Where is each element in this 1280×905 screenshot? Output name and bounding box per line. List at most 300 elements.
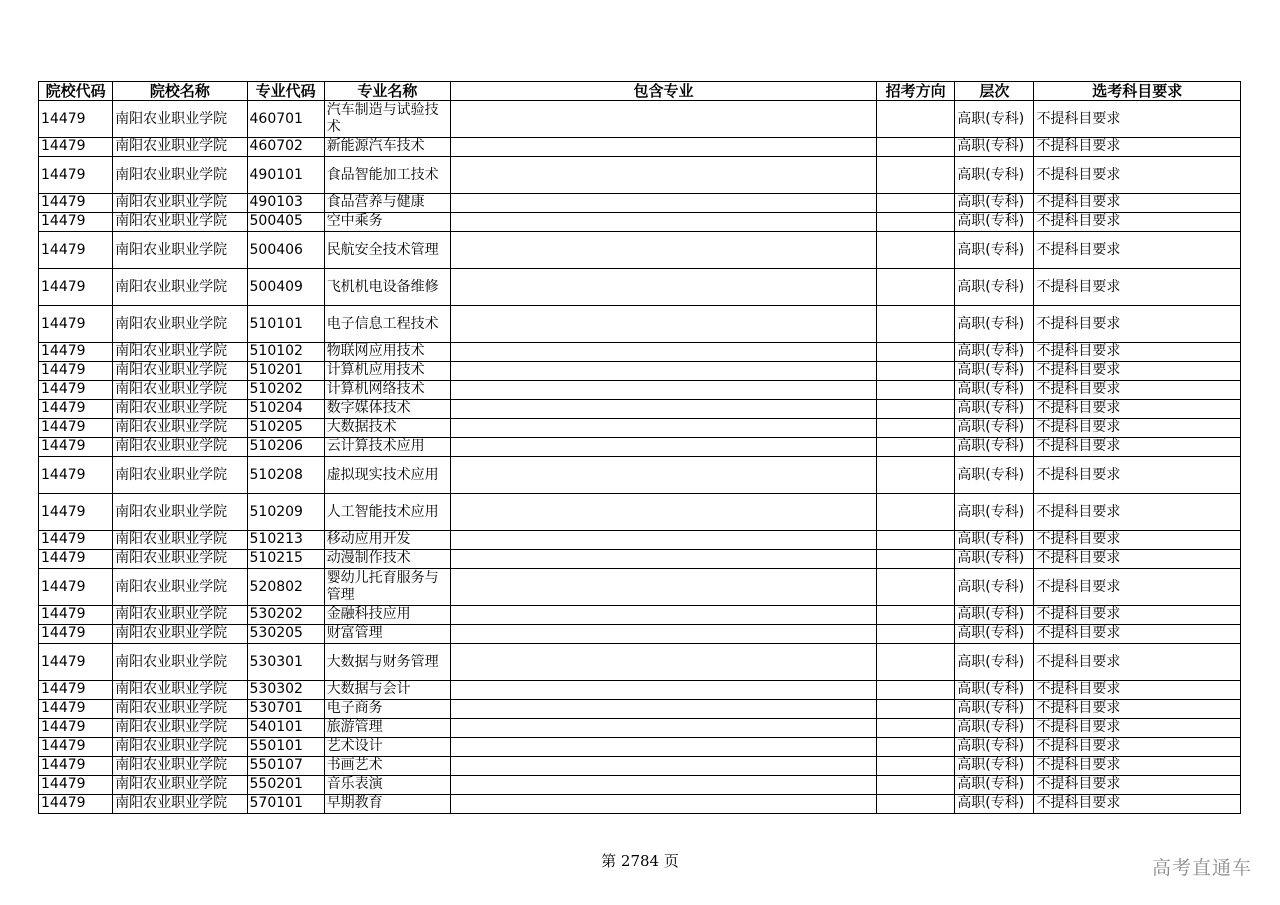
cell-subject-requirement-text: 不提科目要求	[1036, 503, 1121, 520]
cell-school-name-text: 南阳农业职业学院	[115, 166, 228, 183]
cell-major-name	[324, 457, 450, 494]
cell-school-code	[39, 776, 113, 795]
header-subject-requirement: 选考科目要求	[1034, 82, 1241, 101]
cell-school-name-text: 南阳农业职业学院	[115, 362, 228, 378]
cell-level	[955, 625, 1034, 644]
cell-major-name-text: 计算机应用技术	[326, 362, 425, 378]
cell-major-name	[324, 438, 450, 457]
cell-direction	[877, 381, 955, 400]
cell-major-code	[247, 738, 324, 757]
table-row	[39, 362, 1241, 381]
cell-school-name	[113, 381, 247, 400]
cell-major-code-text: 510205	[249, 419, 303, 435]
cell-major-name	[324, 362, 450, 381]
cell-school-code	[39, 362, 113, 381]
cell-subject-requirement-text: 不提科目要求	[1036, 681, 1121, 697]
cell-school-name-text: 南阳农业职业学院	[115, 419, 228, 435]
table-row	[39, 494, 1241, 531]
cell-school-name-text: 南阳农业职业学院	[115, 700, 228, 716]
cell-subject-requirement-text: 不提科目要求	[1036, 757, 1121, 773]
cell-direction	[877, 157, 955, 194]
cell-level-text: 高职(专科)	[957, 400, 1025, 416]
cell-school-name-text: 南阳农业职业学院	[115, 625, 228, 641]
cell-subject-requirement-text: 不提科目要求	[1036, 419, 1121, 435]
cell-included-majors	[451, 625, 877, 644]
cell-level	[955, 194, 1034, 213]
cell-subject-requirement	[1034, 457, 1241, 494]
cell-subject-requirement-text: 不提科目要求	[1036, 315, 1121, 332]
cell-major-name-text: 云计算技术应用	[326, 438, 425, 454]
cell-school-name	[113, 757, 247, 776]
cell-subject-requirement-text: 不提科目要求	[1036, 531, 1121, 547]
cell-major-code	[247, 494, 324, 531]
cell-direction	[877, 343, 955, 362]
cell-major-name	[324, 101, 450, 138]
cell-major-code	[247, 795, 324, 814]
cell-level	[955, 681, 1034, 700]
cell-direction	[877, 457, 955, 494]
cell-direction	[877, 194, 955, 213]
cell-school-code-text: 14479	[41, 719, 86, 735]
cell-major-code-text: 510206	[249, 438, 303, 454]
cell-school-name	[113, 157, 247, 194]
cell-major-code-text: 550101	[249, 738, 303, 754]
cell-school-name-text: 南阳农业职业学院	[115, 578, 228, 595]
cell-subject-requirement	[1034, 531, 1241, 550]
table-row	[39, 419, 1241, 438]
cell-included-majors	[451, 776, 877, 795]
cell-major-code	[247, 213, 324, 232]
cell-subject-requirement	[1034, 381, 1241, 400]
cell-level-text: 高职(专科)	[957, 343, 1025, 359]
cell-major-code-text: 490101	[249, 166, 303, 183]
cell-subject-requirement-text: 不提科目要求	[1036, 653, 1121, 670]
cell-direction	[877, 531, 955, 550]
cell-direction	[877, 362, 955, 381]
cell-major-code	[247, 138, 324, 157]
cell-major-name-text: 虚拟现实技术应用	[326, 466, 439, 483]
cell-school-code-text: 14479	[41, 653, 86, 670]
table-row	[39, 400, 1241, 419]
table-row	[39, 776, 1241, 795]
table-row	[39, 157, 1241, 194]
table-row	[39, 457, 1241, 494]
cell-level	[955, 232, 1034, 269]
cell-school-code-text: 14479	[41, 738, 86, 754]
header-school-code: 院校代码	[39, 82, 113, 101]
cell-school-code	[39, 644, 113, 681]
cell-direction	[877, 681, 955, 700]
cell-major-code-text: 510201	[249, 362, 303, 378]
cell-major-code-text: 500405	[249, 213, 303, 229]
cell-level-text: 高职(专科)	[957, 278, 1025, 295]
table-row	[39, 681, 1241, 700]
cell-included-majors	[451, 438, 877, 457]
cell-subject-requirement-text: 不提科目要求	[1036, 241, 1121, 258]
cell-school-name-text: 南阳农业职业学院	[115, 278, 228, 295]
cell-level-text: 高职(专科)	[957, 606, 1025, 622]
cell-school-code	[39, 157, 113, 194]
cell-school-name	[113, 457, 247, 494]
table-row	[39, 138, 1241, 157]
cell-subject-requirement-text: 不提科目要求	[1036, 606, 1121, 622]
cell-major-name-text: 大数据技术	[326, 419, 397, 435]
cell-subject-requirement-text: 不提科目要求	[1036, 278, 1121, 295]
cell-school-name	[113, 719, 247, 738]
cell-major-name	[324, 419, 450, 438]
cell-major-code	[247, 719, 324, 738]
cell-school-name	[113, 400, 247, 419]
cell-major-name	[324, 681, 450, 700]
cell-major-name	[324, 269, 450, 306]
cell-level-text: 高职(专科)	[957, 438, 1025, 454]
cell-subject-requirement-text: 不提科目要求	[1036, 700, 1121, 716]
cell-subject-requirement	[1034, 101, 1241, 138]
cell-school-name-text: 南阳农业职业学院	[115, 110, 228, 127]
cell-major-code-text: 510101	[249, 315, 303, 332]
cell-school-name	[113, 738, 247, 757]
cell-subject-requirement	[1034, 700, 1241, 719]
table-row	[39, 625, 1241, 644]
cell-level-text: 高职(专科)	[957, 776, 1025, 792]
cell-school-name	[113, 644, 247, 681]
cell-school-code	[39, 757, 113, 776]
cell-included-majors	[451, 644, 877, 681]
cell-subject-requirement	[1034, 138, 1241, 157]
cell-school-name-text: 南阳农业职业学院	[115, 531, 228, 547]
cell-subject-requirement	[1034, 194, 1241, 213]
cell-major-name	[324, 138, 450, 157]
cell-direction	[877, 400, 955, 419]
cell-direction	[877, 776, 955, 795]
cell-major-name-text: 大数据与会计	[326, 681, 411, 697]
cell-direction	[877, 644, 955, 681]
cell-major-code-text: 500409	[249, 278, 303, 295]
cell-school-name	[113, 138, 247, 157]
cell-direction	[877, 606, 955, 625]
cell-school-name-text: 南阳农业职业学院	[115, 653, 228, 670]
cell-included-majors	[451, 213, 877, 232]
cell-school-code	[39, 269, 113, 306]
cell-major-name	[324, 700, 450, 719]
cell-direction	[877, 738, 955, 757]
cell-subject-requirement	[1034, 644, 1241, 681]
cell-subject-requirement	[1034, 681, 1241, 700]
cell-direction	[877, 569, 955, 606]
cell-level	[955, 101, 1034, 138]
cell-level-text: 高职(专科)	[957, 700, 1025, 716]
cell-major-name	[324, 625, 450, 644]
cell-major-code-text: 530202	[249, 606, 303, 622]
cell-school-name	[113, 550, 247, 569]
cell-direction	[877, 138, 955, 157]
cell-subject-requirement-text: 不提科目要求	[1036, 738, 1121, 754]
table-row	[39, 232, 1241, 269]
cell-school-name-text: 南阳农业职业学院	[115, 776, 228, 792]
cell-school-code-text: 14479	[41, 795, 86, 811]
table-row	[39, 738, 1241, 757]
cell-included-majors	[451, 232, 877, 269]
cell-school-code-text: 14479	[41, 278, 86, 295]
cell-level	[955, 343, 1034, 362]
page-number: 第 2784 页	[601, 852, 679, 870]
cell-included-majors	[451, 738, 877, 757]
cell-major-name-text: 音乐表演	[326, 776, 383, 792]
cell-included-majors	[451, 194, 877, 213]
cell-major-code	[247, 269, 324, 306]
table-header-row	[39, 82, 1241, 101]
cell-major-code	[247, 232, 324, 269]
cell-level-text: 高职(专科)	[957, 719, 1025, 735]
table-row	[39, 269, 1241, 306]
header-major-name: 专业名称	[324, 82, 450, 101]
cell-major-code	[247, 700, 324, 719]
cell-subject-requirement-text: 不提科目要求	[1036, 795, 1121, 811]
cell-school-code	[39, 457, 113, 494]
cell-school-name-text: 南阳农业职业学院	[115, 738, 228, 754]
cell-subject-requirement	[1034, 757, 1241, 776]
cell-level	[955, 795, 1034, 814]
cell-school-name	[113, 531, 247, 550]
cell-major-code	[247, 457, 324, 494]
cell-level-text: 高职(专科)	[957, 503, 1025, 520]
cell-school-code	[39, 700, 113, 719]
cell-major-name	[324, 719, 450, 738]
cell-included-majors	[451, 362, 877, 381]
cell-included-majors	[451, 494, 877, 531]
table-row	[39, 306, 1241, 343]
cell-major-code	[247, 343, 324, 362]
table-row	[39, 550, 1241, 569]
header-level: 层次	[955, 82, 1034, 101]
cell-direction	[877, 269, 955, 306]
table-body	[39, 101, 1241, 814]
cell-major-name-text: 书画艺术	[326, 757, 383, 773]
cell-major-code-text: 550107	[249, 757, 303, 773]
cell-level-text: 高职(专科)	[957, 757, 1025, 773]
cell-major-code	[247, 400, 324, 419]
cell-school-name	[113, 419, 247, 438]
cell-level	[955, 213, 1034, 232]
table-row	[39, 644, 1241, 681]
cell-school-name-text: 南阳农业职业学院	[115, 719, 228, 735]
cell-major-name	[324, 194, 450, 213]
cell-level	[955, 438, 1034, 457]
cell-subject-requirement-text: 不提科目要求	[1036, 776, 1121, 792]
cell-school-code-text: 14479	[41, 438, 86, 454]
cell-subject-requirement	[1034, 795, 1241, 814]
cell-major-code-text: 460702	[249, 138, 303, 154]
cell-school-name-text: 南阳农业职业学院	[115, 438, 228, 454]
cell-major-code	[247, 644, 324, 681]
cell-school-code	[39, 400, 113, 419]
cell-included-majors	[451, 138, 877, 157]
cell-level	[955, 157, 1034, 194]
cell-major-code-text: 490103	[249, 194, 303, 210]
cell-level	[955, 550, 1034, 569]
cell-level	[955, 719, 1034, 738]
cell-major-code-text: 550201	[249, 776, 303, 792]
cell-included-majors	[451, 343, 877, 362]
cell-major-name-text: 新能源汽车技术	[326, 138, 425, 154]
table-row	[39, 719, 1241, 738]
cell-level-text: 高职(专科)	[957, 315, 1025, 332]
cell-level	[955, 269, 1034, 306]
cell-school-code	[39, 569, 113, 606]
cell-subject-requirement-text: 不提科目要求	[1036, 110, 1121, 127]
cell-school-name	[113, 362, 247, 381]
cell-school-code	[39, 606, 113, 625]
cell-school-code-text: 14479	[41, 776, 86, 792]
cell-major-name-text: 食品营养与健康	[326, 194, 425, 210]
cell-major-code	[247, 531, 324, 550]
header-major-code: 专业代码	[247, 82, 324, 101]
cell-included-majors	[451, 569, 877, 606]
cell-major-code-text: 510209	[249, 503, 303, 520]
cell-major-name-text: 空中乘务	[326, 213, 383, 229]
table-row	[39, 438, 1241, 457]
cell-major-code-text: 530701	[249, 700, 303, 716]
cell-major-name-text: 早期教育	[326, 795, 383, 811]
cell-school-name-text: 南阳农业职业学院	[115, 757, 228, 773]
cell-subject-requirement-text: 不提科目要求	[1036, 625, 1121, 641]
cell-subject-requirement	[1034, 550, 1241, 569]
cell-school-name	[113, 269, 247, 306]
cell-major-name	[324, 213, 450, 232]
cell-school-name	[113, 232, 247, 269]
cell-major-code	[247, 550, 324, 569]
cell-included-majors	[451, 269, 877, 306]
cell-level	[955, 381, 1034, 400]
cell-school-name-text: 南阳农业职业学院	[115, 795, 228, 811]
cell-major-code-text: 540101	[249, 719, 303, 735]
cell-level	[955, 700, 1034, 719]
cell-school-code-text: 14479	[41, 241, 86, 258]
table-row	[39, 606, 1241, 625]
cell-school-code	[39, 101, 113, 138]
cell-school-code-text: 14479	[41, 625, 86, 641]
cell-major-name	[324, 531, 450, 550]
watermark: 高考直通车	[1151, 857, 1252, 879]
cell-major-code-text: 530302	[249, 681, 303, 697]
cell-level-text: 高职(专科)	[957, 738, 1025, 754]
cell-major-name	[324, 232, 450, 269]
cell-subject-requirement	[1034, 306, 1241, 343]
cell-school-code-text: 14479	[41, 681, 86, 697]
cell-school-code	[39, 343, 113, 362]
cell-school-code-text: 14479	[41, 381, 86, 397]
cell-major-code-text: 530205	[249, 625, 303, 641]
cell-major-code-text: 510208	[249, 466, 303, 483]
cell-direction	[877, 757, 955, 776]
cell-level-text: 高职(专科)	[957, 681, 1025, 697]
cell-school-name-text: 南阳农业职业学院	[115, 466, 228, 483]
admissions-table	[38, 81, 1241, 814]
header-direction: 招考方向	[877, 82, 955, 101]
cell-school-code-text: 14479	[41, 578, 86, 595]
cell-school-code	[39, 719, 113, 738]
cell-major-code	[247, 625, 324, 644]
cell-included-majors	[451, 101, 877, 138]
cell-level	[955, 644, 1034, 681]
cell-major-name-text: 数字媒体技术	[326, 400, 411, 416]
cell-included-majors	[451, 531, 877, 550]
cell-major-code	[247, 757, 324, 776]
cell-school-code-text: 14479	[41, 400, 86, 416]
table-row	[39, 213, 1241, 232]
cell-direction	[877, 550, 955, 569]
cell-major-name-text: 电子商务	[326, 700, 383, 716]
cell-subject-requirement-text: 不提科目要求	[1036, 400, 1121, 416]
cell-subject-requirement	[1034, 400, 1241, 419]
cell-subject-requirement-text: 不提科目要求	[1036, 550, 1121, 566]
cell-school-name-text: 南阳农业职业学院	[115, 241, 228, 258]
cell-school-name-text: 南阳农业职业学院	[115, 503, 228, 520]
cell-major-code	[247, 438, 324, 457]
cell-major-code-text: 520802	[249, 578, 303, 595]
cell-included-majors	[451, 419, 877, 438]
cell-subject-requirement	[1034, 343, 1241, 362]
cell-major-name	[324, 795, 450, 814]
cell-subject-requirement-text: 不提科目要求	[1036, 213, 1121, 229]
cell-school-name-text: 南阳农业职业学院	[115, 550, 228, 566]
cell-level-text: 高职(专科)	[957, 578, 1025, 595]
cell-major-code	[247, 569, 324, 606]
cell-subject-requirement-text: 不提科目要求	[1036, 719, 1121, 735]
cell-major-name	[324, 644, 450, 681]
cell-major-code	[247, 157, 324, 194]
table-row	[39, 795, 1241, 814]
cell-included-majors	[451, 381, 877, 400]
cell-major-name	[324, 306, 450, 343]
cell-major-name	[324, 400, 450, 419]
cell-subject-requirement	[1034, 738, 1241, 757]
cell-level	[955, 757, 1034, 776]
cell-direction	[877, 419, 955, 438]
cell-level-text: 高职(专科)	[957, 795, 1025, 811]
cell-level	[955, 606, 1034, 625]
table-row	[39, 194, 1241, 213]
cell-school-name	[113, 569, 247, 606]
table-row	[39, 569, 1241, 606]
cell-major-name	[324, 606, 450, 625]
cell-school-name	[113, 606, 247, 625]
cell-included-majors	[451, 795, 877, 814]
cell-included-majors	[451, 306, 877, 343]
cell-school-code-text: 14479	[41, 166, 86, 183]
cell-level-text: 高职(专科)	[957, 138, 1025, 154]
cell-subject-requirement	[1034, 419, 1241, 438]
cell-direction	[877, 232, 955, 269]
cell-major-code-text: 460701	[249, 110, 303, 127]
cell-major-code	[247, 362, 324, 381]
cell-school-name-text: 南阳农业职业学院	[115, 343, 228, 359]
cell-level-text: 高职(专科)	[957, 362, 1025, 378]
cell-major-code-text: 510204	[249, 400, 303, 416]
cell-included-majors	[451, 719, 877, 738]
cell-level-text: 高职(专科)	[957, 419, 1025, 435]
table-row	[39, 381, 1241, 400]
cell-major-name-text: 民航安全技术管理	[326, 241, 439, 258]
cell-direction	[877, 719, 955, 738]
cell-major-name	[324, 157, 450, 194]
cell-school-name	[113, 101, 247, 138]
cell-level-text: 高职(专科)	[957, 653, 1025, 670]
cell-school-code-text: 14479	[41, 138, 86, 154]
cell-school-code	[39, 738, 113, 757]
cell-major-code-text: 510213	[249, 531, 303, 547]
cell-school-code-text: 14479	[41, 550, 86, 566]
